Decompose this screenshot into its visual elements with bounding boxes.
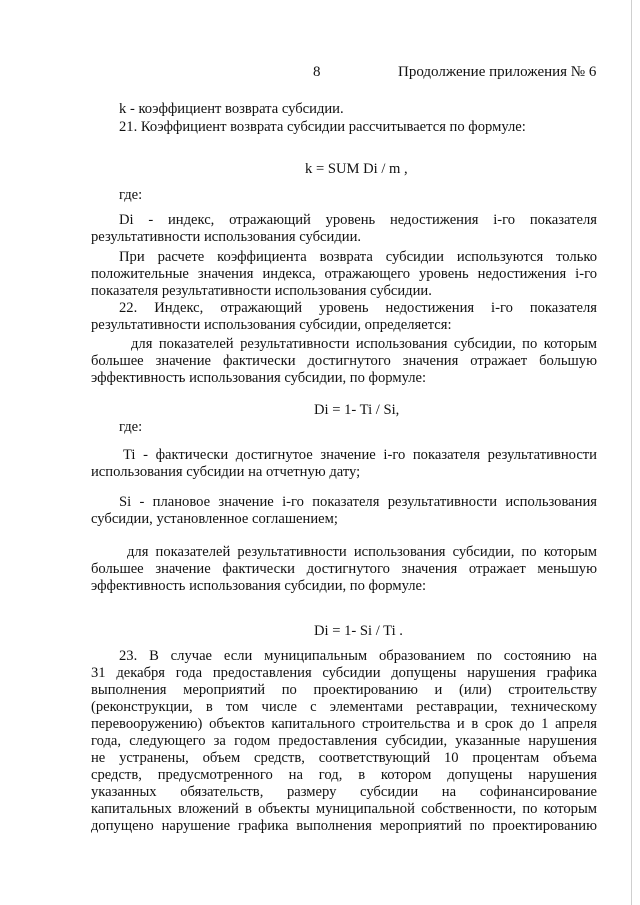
text-line: года, следующего за годом предоставления субсидии, указанные нарушения [91,733,597,749]
text-line: результативности использования субсидии, определяется: [91,317,452,333]
formula-k: k = SUM Di / m , [305,161,408,177]
text-line: допущено нарушение графика выполнения мероприятий по проектированию [91,818,597,834]
text-line: для показателей результативности использования субсидии, по которым [127,544,597,560]
formula-d1: Di = 1- Ti / Si, [314,402,400,418]
text-line: использования субсидии на отчетную дату; [91,464,361,480]
text-line: 21. Коэффициент возврата субсидии рассчитывается по формуле: [119,119,526,135]
text-line: эффективность использования субсидии, по формуле: [91,578,427,594]
scan-edge [631,0,632,905]
text-line: При расчете коэффициента возврата субсидии используются только [119,249,597,265]
text-line: где: [119,187,143,203]
text-line: 31 декабря года предоставления субсидии допущены нарушения графика [91,665,597,681]
text-line: перевооружению) объектов капитального строительства и в срок до 1 апреля [91,716,597,732]
text-line: Si - плановое значение i-го показателя результативности использования [119,494,597,510]
text-line: результативности использования субсидии. [91,229,362,245]
text-line: большее значение фактически достигнутого значения отражает большую [91,353,597,369]
text-line: капитальных вложений в объекты муниципальной собственности, по которым [91,801,597,817]
appendix-continuation: Продолжение приложения № 6 [398,64,597,80]
text-line: средств, предусмотренного на год, в котором допущены нарушения [91,767,597,783]
text-line: 23. В случае если муниципальным образованием по состоянию на [119,648,597,664]
text-line: (реконструкции, в том числе с элементами реставрации, техническому [91,699,597,715]
text-line: эффективность использования субсидии, по формуле: [91,370,427,386]
text-line: Ti - фактически достигнутое значение i-го показателя результативности [123,447,597,463]
text-line: выполнения мероприятий по проектированию и (или) строительству [91,682,597,698]
text-line: 22. Индекс, отражающий уровень недостижения i-го показателя [119,300,597,316]
text-line: показателя результативности использования субсидии. [91,283,432,299]
text-line: не устранены, объем средств, соответствующий 10 процентам объема [91,750,597,766]
page-number: 8 [313,64,321,80]
text-line: для показателей результативности использования субсидии, по которым [131,336,597,352]
text-line: субсидии, установленное соглашением; [91,511,338,527]
text-line: Di - индекс, отражающий уровень недостижения i-го показателя [119,212,597,228]
text-line: положительные значения индекса, отражающего уровень недостижения i-го [91,266,597,282]
text-line: указанных обязательств, размеру субсидии на софинансирование [91,784,597,800]
formula-d2: Di = 1- Si / Ti . [314,623,403,639]
text-line: где: [119,419,143,435]
text-line: k - коэффициент возврата субсидии. [119,101,344,117]
text-line: большее значение фактически достигнутого значения отражает меньшую [91,561,597,577]
